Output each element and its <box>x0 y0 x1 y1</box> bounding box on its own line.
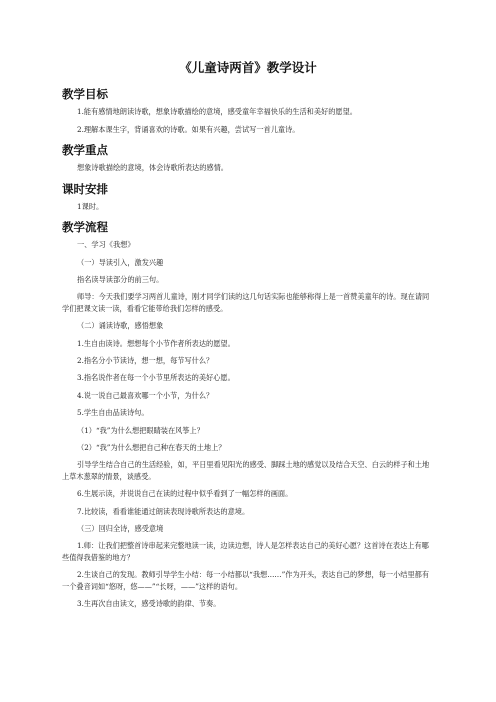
process-item-19: 3.生再次自由读文，感受诗歌的韵律、节奏。 <box>77 599 221 609</box>
section-heading-process: 教学流程 <box>62 220 108 235</box>
goal-item-1: 1.能有感情地朗读诗歌，想象诗歌描绘的意境，感受童年幸福快乐的生活和美好的愿望。 <box>77 107 357 116</box>
document-title: 《儿童诗两首》教学设计 <box>179 60 317 75</box>
section-heading-focus: 教学重点 <box>62 143 108 158</box>
schedule-item-1: 1课时。 <box>77 201 104 211</box>
process-item-16: （三）回归全诗，感受意境 <box>77 524 164 534</box>
process-item-6: 1.生自由读诗。想想每个小节作者所表达的愿望。 <box>77 338 235 348</box>
process-item-12: （2）“我”为什么想把自己种在春天的土地上？ <box>77 443 226 452</box>
process-item-10: 5.学生自由品读诗句。 <box>77 408 149 418</box>
process-item-11: （1）“我”为什么想把眼睛装在风筝上？ <box>77 425 204 435</box>
process-item-18: 2.生谈自己的发现。教师引导学生小结：每一小结都以“我想……”作为开头，表达自己的梦想，每一小结里都有一个叠音词如“悠呀，悠——”“长呀，——”这样的语句。 <box>62 570 430 591</box>
process-item-2: （一）导读引入，激发兴趣 <box>77 257 164 267</box>
focus-item-1: 想象诗歌描绘的意境，体会诗歌所表达的感情。 <box>77 163 228 173</box>
process-item-1: 一、学习《我想》 <box>77 240 135 250</box>
process-item-4: 师导：今天我们要学习两首儿童诗，刚才同学们读的这几句话实际也能够称得上是一首赞美童年的诗。现在请同学们把课文读一读，看看它能带给我们怎样的感受。 <box>62 292 430 313</box>
section-heading-schedule: 课时安排 <box>62 181 108 196</box>
process-item-14: 6.生展示读，并说说自己在读的过程中似乎看到了一幅怎样的画面。 <box>77 489 293 499</box>
section-heading-goals: 教学目标 <box>62 87 108 101</box>
process-item-15: 7.比较读，看看谁能通过朗读表现诗歌所表达的意境。 <box>77 506 250 516</box>
process-item-3: 指名读导读部分的前三句。 <box>77 274 164 284</box>
goal-item-2: 2.理解本课生字，背诵喜欢的诗歌。如果有兴趣，尝试写一首儿童诗。 <box>77 124 300 134</box>
process-item-9: 4.说一说自己最喜欢哪一个小节，为什么？ <box>77 390 214 400</box>
process-item-17: 1.师：让我们把整首诗串起来完整地读一读，边读边想，诗人是怎样表达自己的美好心愿？这首诗在表达上有哪些值得我借鉴的地方？ <box>62 541 429 562</box>
process-item-5: （二）诵读诗歌，感悟想象 <box>77 321 164 331</box>
process-item-13: 引导学生结合自己的生活经验，如，平日里看见阳光的感受、脚踩土地的感觉以及结合天空、白云的样子和土地上草木葱翠的情景，谈感受。 <box>62 460 430 481</box>
process-item-7: 2.指名分小节读诗，想一想，每节写什么？ <box>77 355 214 365</box>
process-item-8: 3.指名说作者在每一个小节里所表达的美好心愿。 <box>77 373 235 383</box>
